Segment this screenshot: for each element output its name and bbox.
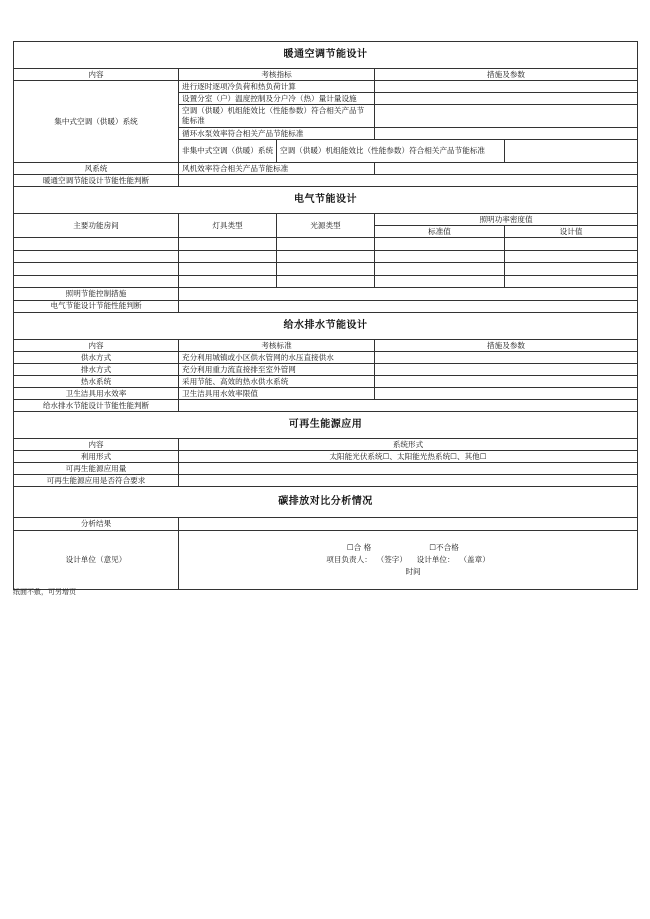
table-cell[interactable] (14, 263, 179, 276)
table-cell[interactable] (14, 238, 179, 251)
energy-saving-form (13, 41, 637, 590)
renewable-header-content: 内容 (14, 439, 179, 451)
hvac-header-content: 内容 (14, 69, 179, 81)
water-row-measure[interactable] (375, 364, 638, 376)
form-table (13, 41, 638, 590)
pass-checkbox[interactable]: ☐合 格 (346, 542, 372, 552)
renewable-section-title: 可再生能源应用 (14, 412, 638, 439)
table-cell[interactable] (505, 263, 638, 276)
hvac-noncentral-item: 空调（供暖）机组能效比（性能参数）符合相关产品节能标准 (277, 140, 505, 163)
table-cell[interactable] (277, 250, 375, 263)
water-row-item: 充分利用城镇或小区供水管网的水压直接供水 (179, 352, 375, 364)
water-row-label: 排水方式 (14, 364, 179, 376)
hvac-wind-item: 风机效率符合相关产品节能标准 (179, 163, 375, 175)
carbon-section-title: 碳排放对比分析情况 (14, 487, 638, 518)
hvac-central-item: 空调（供暖）机组能效比（性能参数）符合相关产品节能标准 (179, 105, 375, 128)
table-cell[interactable] (14, 250, 179, 263)
hvac-header-index: 考核指标 (179, 69, 375, 81)
electric-header-lpd: 照明功率密度值 (375, 214, 638, 226)
water-row-item: 充分利用重力流直接排至室外管网 (179, 364, 375, 376)
hvac-central-measure[interactable] (375, 105, 638, 128)
table-cell[interactable] (375, 263, 505, 276)
table-cell[interactable] (375, 250, 505, 263)
water-row-measure[interactable] (375, 352, 638, 364)
table-cell[interactable] (14, 275, 179, 288)
fail-checkbox[interactable]: ☐不合格 (429, 542, 459, 552)
renewable-amount-value[interactable] (179, 463, 638, 475)
water-header-content: 内容 (14, 340, 179, 352)
water-row-measure[interactable] (375, 376, 638, 388)
water-judge-label: 给水排水节能设计节能性能判断 (14, 400, 179, 412)
carbon-opinion-block (179, 530, 638, 589)
carbon-opinion-label: 设计单位（意见） (14, 530, 179, 589)
hvac-central-measure[interactable] (375, 128, 638, 140)
table-cell[interactable] (505, 250, 638, 263)
electric-measures-label: 照明节能控制措施 (14, 288, 179, 301)
electric-judge-label: 电气节能设计节能性能判断 (14, 300, 179, 313)
sign-line: 项目负责人： （签字） 设计单位： （盖章） (326, 554, 490, 564)
water-section-title: 给水排水节能设计 (14, 313, 638, 340)
electric-header-room: 主要功能房间 (14, 214, 179, 238)
hvac-wind-measure[interactable] (375, 163, 638, 175)
water-row-measure[interactable] (375, 388, 638, 400)
carbon-result-value[interactable] (179, 518, 638, 531)
hvac-judge-label: 暖通空调节能设计节能性能判断 (14, 175, 179, 187)
renewable-use-options[interactable]: 太阳能光伏系统☐、太阳能光热系统☐、其他☐ (179, 451, 638, 463)
electric-subheader-design: 设计值 (505, 226, 638, 238)
renewable-compliance-label: 可再生能源应用是否符合要求 (14, 475, 179, 487)
hvac-central-measure[interactable] (375, 81, 638, 93)
hvac-central-label: 集中式空调（供暖）系统 (14, 81, 179, 163)
electric-judge-value[interactable] (179, 300, 638, 313)
table-cell[interactable] (375, 275, 505, 288)
hvac-central-item: 进行逐时逐项冷负荷和热负荷计算 (179, 81, 375, 93)
footnote: 纸面不敷，可另增页 (13, 588, 76, 596)
table-cell[interactable] (179, 263, 277, 276)
renewable-compliance-value[interactable] (179, 475, 638, 487)
water-row-item: 卫生洁具用水效率限值 (179, 388, 375, 400)
water-header-standard: 考核标准 (179, 340, 375, 352)
hvac-noncentral-label: 非集中式空调（供暖）系统 (179, 140, 277, 163)
water-judge-value[interactable] (179, 400, 638, 412)
electric-subheader-standard: 标准值 (375, 226, 505, 238)
renewable-amount-label: 可再生能源应用量 (14, 463, 179, 475)
hvac-central-item: 设置分室（户）温度控制及分户冷（热）量计量设施 (179, 93, 375, 105)
table-cell[interactable] (179, 250, 277, 263)
table-cell[interactable] (277, 263, 375, 276)
electric-measures-value[interactable] (179, 288, 638, 301)
electric-header-fixture: 灯具类型 (179, 214, 277, 238)
water-header-measures: 措施及参数 (375, 340, 638, 352)
table-cell[interactable] (375, 238, 505, 251)
hvac-judge-value[interactable] (179, 175, 638, 187)
water-row-item: 采用节能、高效的热水供水系统 (179, 376, 375, 388)
table-cell[interactable] (277, 238, 375, 251)
renewable-header-system: 系统形式 (179, 439, 638, 451)
time-label: 时间 (405, 566, 421, 576)
renewable-use-label: 利用形式 (14, 451, 179, 463)
hvac-header-measures: 措施及参数 (375, 69, 638, 81)
electric-section-title: 电气节能设计 (14, 187, 638, 214)
water-row-label: 卫生洁具用水效率 (14, 388, 179, 400)
table-cell[interactable] (505, 238, 638, 251)
hvac-central-item: 循环水泵效率符合相关产品节能标准 (179, 128, 375, 140)
table-cell[interactable] (505, 275, 638, 288)
table-cell[interactable] (179, 238, 277, 251)
carbon-result-label: 分析结果 (14, 518, 179, 531)
water-row-label: 供水方式 (14, 352, 179, 364)
table-cell[interactable] (277, 275, 375, 288)
water-row-label: 热水系统 (14, 376, 179, 388)
electric-header-light-source: 光源类型 (277, 214, 375, 238)
hvac-section-title: 暖通空调节能设计 (14, 42, 638, 69)
table-cell[interactable] (179, 275, 277, 288)
hvac-noncentral-measure[interactable] (505, 140, 638, 163)
hvac-central-measure[interactable] (375, 93, 638, 105)
hvac-wind-label: 风系统 (14, 163, 179, 175)
